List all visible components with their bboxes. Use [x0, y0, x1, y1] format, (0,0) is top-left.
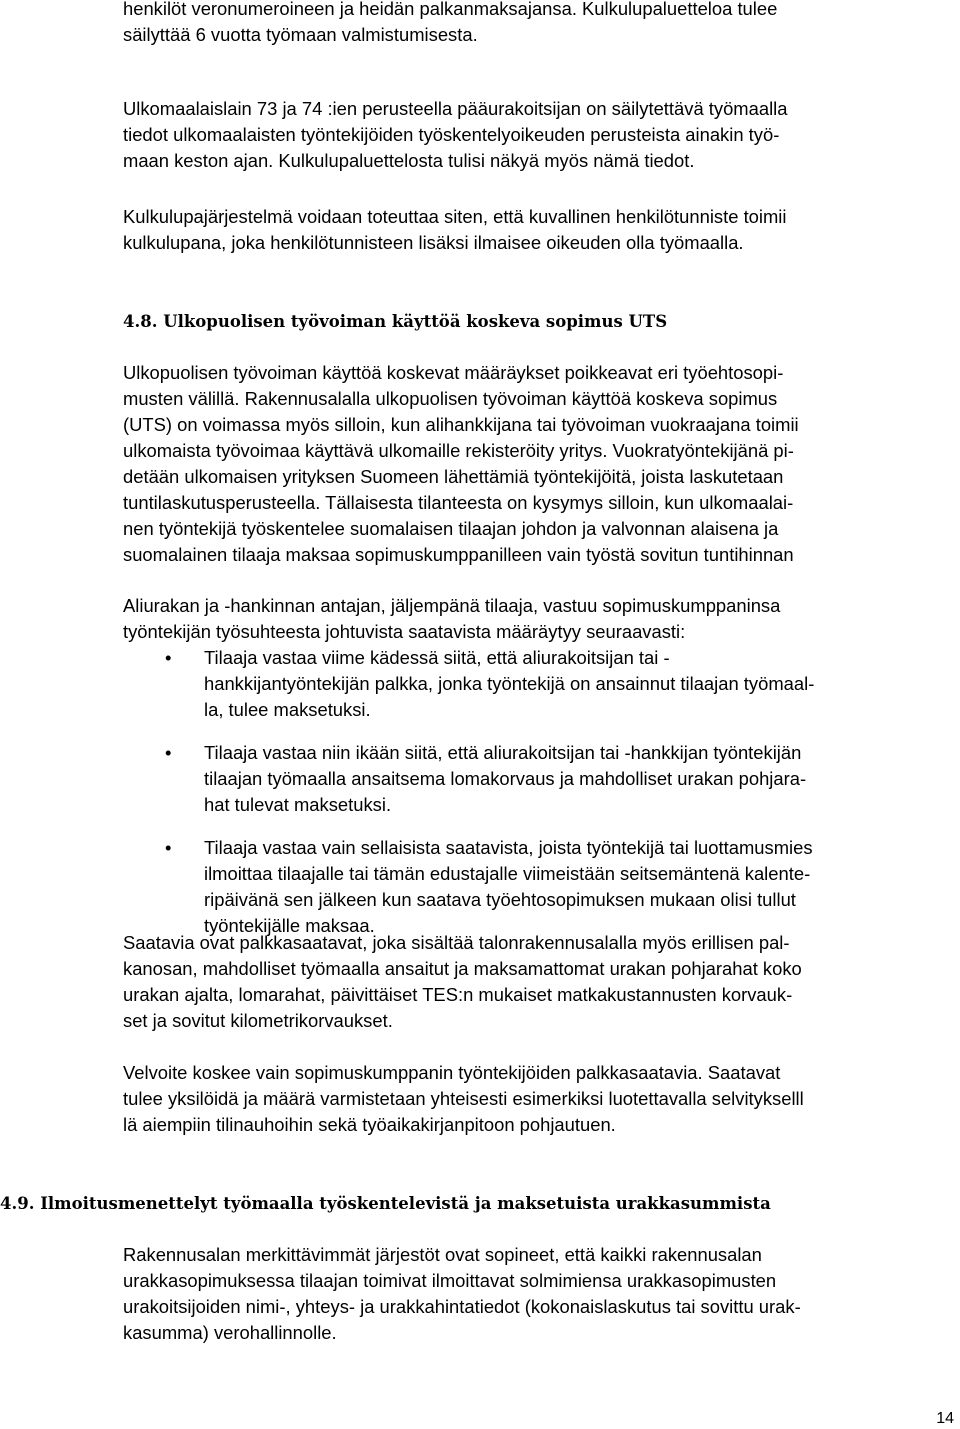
section-heading-4-8: 4.8. Ulkopuolisen työvoiman käyttöä koskeva sopimus UTS [123, 312, 668, 331]
paragraph-line: urakkasopimuksessa tilaajan toimivat ilmoittavat solmimiensa urakkasopimusten [123, 1270, 777, 1291]
paragraph-aliurakan [123, 593, 959, 645]
list-item [123, 645, 959, 723]
list-item [123, 835, 959, 939]
paragraph-line: Saatavia ovat palkkasaatavat, joka sisältää talonrakennusalalla myös erillisen pal- [123, 932, 790, 953]
list-item-line: Tilaaja vastaa vain sellaisista saatavista, joista työntekijä tai luottamusmies [204, 837, 813, 858]
list-item [123, 740, 959, 818]
bullet-icon: • [165, 837, 172, 858]
paragraph-line: henkilöt veronumeroineen ja heidän palkanmaksajansa. Kulkulupaluetteloa tulee [123, 0, 778, 19]
paragraph-saatavia [123, 930, 959, 1034]
list-item-line: ripäivänä sen jälkeen kun saatava työehtosopimuksen mukaan olisi tullut [204, 889, 796, 910]
list-item-word: aliurakoitsijan [522, 647, 634, 668]
list-item-line: tilaajan työmaalla ansaitsema lomakorvaus ja mahdolliset urakan pohjara- [204, 768, 807, 789]
paragraph-line: tiedot ulkomaalaisten työntekijöiden työskentelyoikeuden perusteista ainakin työ- [123, 124, 780, 145]
paragraph-line: (UTS) on voimassa myös silloin, kun alihankkijana tai työvoiman vuokraajana toimii [123, 414, 799, 435]
liability-list [123, 645, 959, 939]
paragraph-line: suomalainen tilaaja maksaa sopimuskumppanilleen vain työstä sovitun tuntihinnan [123, 544, 794, 565]
paragraph-line: kulkulupana, joka henkilötunnisteen lisäksi ilmaisee oikeuden olla työmaalla. [123, 232, 744, 253]
list-item-word: - [663, 647, 670, 668]
paragraph-line: urakan ajalta, lomarahat, päivittäiset TES:n mukaiset matkakustannusten korvauk- [123, 984, 793, 1005]
paragraph-velvoite [123, 1060, 959, 1138]
paragraph-line: Ulkomaalaislain 73 ja 74 :ien perusteella pääurakoitsijan on säilytettävä työmaalla [123, 98, 788, 119]
paragraph-line: tulee yksilöidä ja määrä varmistetaan yhteisesti esimerkiksi luotettavalla selvitykselll [123, 1088, 804, 1109]
paragraph-uts [123, 360, 959, 568]
paragraph-line: maan keston ajan. Kulkulupaluettelosta tulisi näkyä myös nämä tiedot. [123, 150, 695, 171]
list-item-word: tai [638, 647, 659, 668]
list-item-line: la, tulee maksetuksi. [204, 699, 371, 720]
list-item-word: kädessä [369, 647, 439, 668]
paragraph-line: Rakennusalan merkittävimmät järjestöt ovat sopineet, että kaikki rakennusalan [123, 1244, 762, 1265]
list-item-word: siitä, [443, 647, 482, 668]
paragraph-line: set ja sovitut kilometrikorvaukset. [123, 1010, 393, 1031]
paragraph-line: Aliurakan ja -hankinnan antajan, jäljempänä tilaaja, vastuu sopimuskumppaninsa [123, 595, 781, 616]
paragraph-line: kasumma) verohallinnolle. [123, 1322, 337, 1343]
paragraph-line: musten välillä. Rakennusalalla ulkopuolisen työvoiman käyttöä koskeva sopimus [123, 388, 778, 409]
bullet-icon: • [165, 647, 172, 668]
paragraph-line: työntekijän työsuhteesta johtuvista saatavista määräytyy seuraavasti: [123, 621, 686, 642]
paragraph-ilmoitusmenettelyt [123, 1242, 959, 1346]
paragraph-line: detään ulkomaisen yrityksen Suomeen lähettämiä työntekijöitä, joista laskutetaan [123, 466, 784, 487]
list-item-line: ilmoittaa tilaajalle tai tämän edustajalle viimeistään seitsemäntenä kalente- [204, 863, 811, 884]
top-paragraph [123, 0, 959, 48]
list-item-line: hankkijantyöntekijän palkka, jonka työntekijä on ansainnut tilaajan työmaal- [204, 673, 815, 694]
section-heading-4-9: 4.9. Ilmoitusmenettelyt työmaalla työskentelevistä ja maksetuista urakkasummista [0, 1194, 771, 1213]
paragraph-line: kanosan, mahdolliset työmaalla ansaitut ja maksamattomat urakan pohjarahat koko [123, 958, 802, 979]
paragraph-line: Kulkulupajärjestelmä voidaan toteuttaa siten, että kuvallinen henkilötunniste toimii [123, 206, 787, 227]
paragraph-ulkomaalaislaki [123, 96, 959, 174]
page-number: 14 [936, 1410, 954, 1427]
list-item-word: Tilaaja [204, 647, 258, 668]
list-item-line: työntekijälle maksaa. [204, 915, 375, 936]
list-item-line: Tilaaja vastaa niin ikään siitä, että aliurakoitsijan tai -hankkijan työntekijän [204, 742, 802, 763]
list-item-line: hat tulevat maksetuksi. [204, 794, 392, 815]
paragraph-kulkulupa [123, 204, 959, 256]
paragraph-line: urakoitsijoiden nimi-, yhteys- ja urakkahintatiedot (kokonaislaskutus tai sovittu urak- [123, 1296, 801, 1317]
paragraph-line: Velvoite koskee vain sopimuskumppanin työntekijöiden palkkasaatavia. Saatavat [123, 1062, 781, 1083]
list-item-line [204, 645, 959, 671]
paragraph-line: nen työntekijä työskentelee suomalaisen tilaajan johdon ja valvonnan alaisena ja [123, 518, 779, 539]
list-item-word: vastaa [262, 647, 317, 668]
paragraph-line: säilyttää 6 vuotta työmaan valmistumisesta. [123, 24, 478, 45]
list-item-word: että [486, 647, 518, 668]
list-item-word: viime [321, 647, 365, 668]
paragraph-line: lä aiempiin tilinauhoihin sekä työaikakirjanpitoon pohjautuen. [123, 1114, 616, 1135]
paragraph-line: tuntilaskutusperusteella. Tällaisesta tilanteesta on kysymys silloin, kun ulkomaalai- [123, 492, 794, 513]
paragraph-line: ulkomaista työvoimaa käyttävä ulkomaille rekisteröity yritys. Vuokratyöntekijänä pi- [123, 440, 794, 461]
paragraph-line: Ulkopuolisen työvoiman käyttöä koskevat määräykset poikkeavat eri työehtosopi- [123, 362, 784, 383]
bullet-icon: • [165, 742, 172, 763]
